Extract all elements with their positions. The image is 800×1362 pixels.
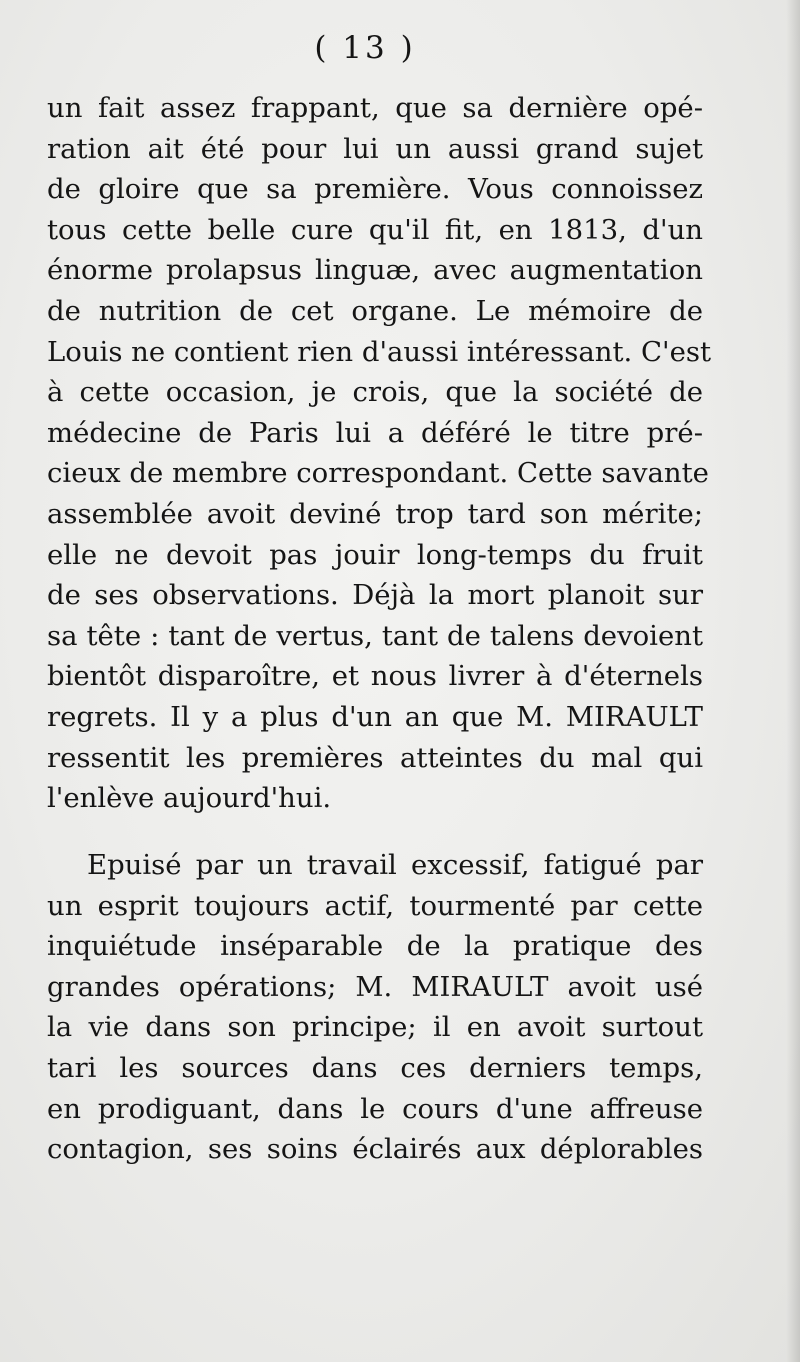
text-line: contagion, ses soins éclairés aux déplorables bbox=[47, 1133, 703, 1166]
text-line: l'enlève aujourd'hui. bbox=[47, 782, 332, 815]
text-line: bientôt disparoître, et nous livrer à d'éternels bbox=[47, 660, 703, 693]
text-line: ressentit les premières atteintes du mal qui bbox=[47, 741, 703, 774]
text-line: elle ne devoit pas jouir long-temps du fruit bbox=[47, 538, 703, 571]
text-line: tari les sources dans ces derniers temps, bbox=[47, 1051, 703, 1084]
text-line: de ses observations. Déjà la mort planoit sur bbox=[47, 579, 703, 612]
text-line: regrets. Il y a plus d'un an que M. MIRAULT bbox=[47, 700, 703, 733]
text-line: en prodiguant, dans le cours d'une affreuse bbox=[47, 1092, 703, 1125]
text-line: tous cette belle cure qu'il fit, en 1813, d'un bbox=[47, 213, 703, 246]
text-line: énorme prolapsus linguæ, avec augmentation bbox=[47, 254, 703, 287]
paragraph-1 bbox=[47, 88, 712, 819]
text-line: à cette occasion, je crois, que la société de bbox=[47, 376, 703, 409]
text-line: la vie dans son principe; il en avoit surtout bbox=[47, 1011, 703, 1044]
text-line: un esprit toujours actif, tourmenté par cette bbox=[47, 889, 703, 922]
text-line: inquiétude inséparable de la pratique des bbox=[47, 930, 703, 963]
text-line: ration ait été pour lui un aussi grand sujet bbox=[47, 132, 703, 165]
text-line: Louis ne contient rien d'aussi intéressant. C'est bbox=[47, 335, 712, 368]
text-line: grandes opérations; M. MIRAULT avoit usé bbox=[47, 970, 703, 1003]
page-number: ( 13 ) bbox=[314, 30, 416, 66]
text-line: de gloire que sa première. Vous connoissez bbox=[47, 173, 703, 206]
text-line: cieux de membre correspondant. Cette savante bbox=[47, 457, 709, 490]
text-line: un fait assez frappant, que sa dernière opé- bbox=[47, 92, 703, 124]
text-line: Epuisé par un travail excessif, fatigué par bbox=[87, 849, 703, 881]
text-line: de nutrition de cet organe. Le mémoire de bbox=[47, 294, 703, 327]
page-edge-shadow bbox=[786, 0, 800, 1362]
text-line: sa tête : tant de vertus, tant de talens devoient bbox=[47, 619, 703, 652]
paragraph-2 bbox=[47, 845, 703, 1170]
text-line: assemblée avoit deviné trop tard son mérite; bbox=[47, 497, 703, 530]
text-line: médecine de Paris lui a déféré le titre pré- bbox=[47, 416, 703, 449]
